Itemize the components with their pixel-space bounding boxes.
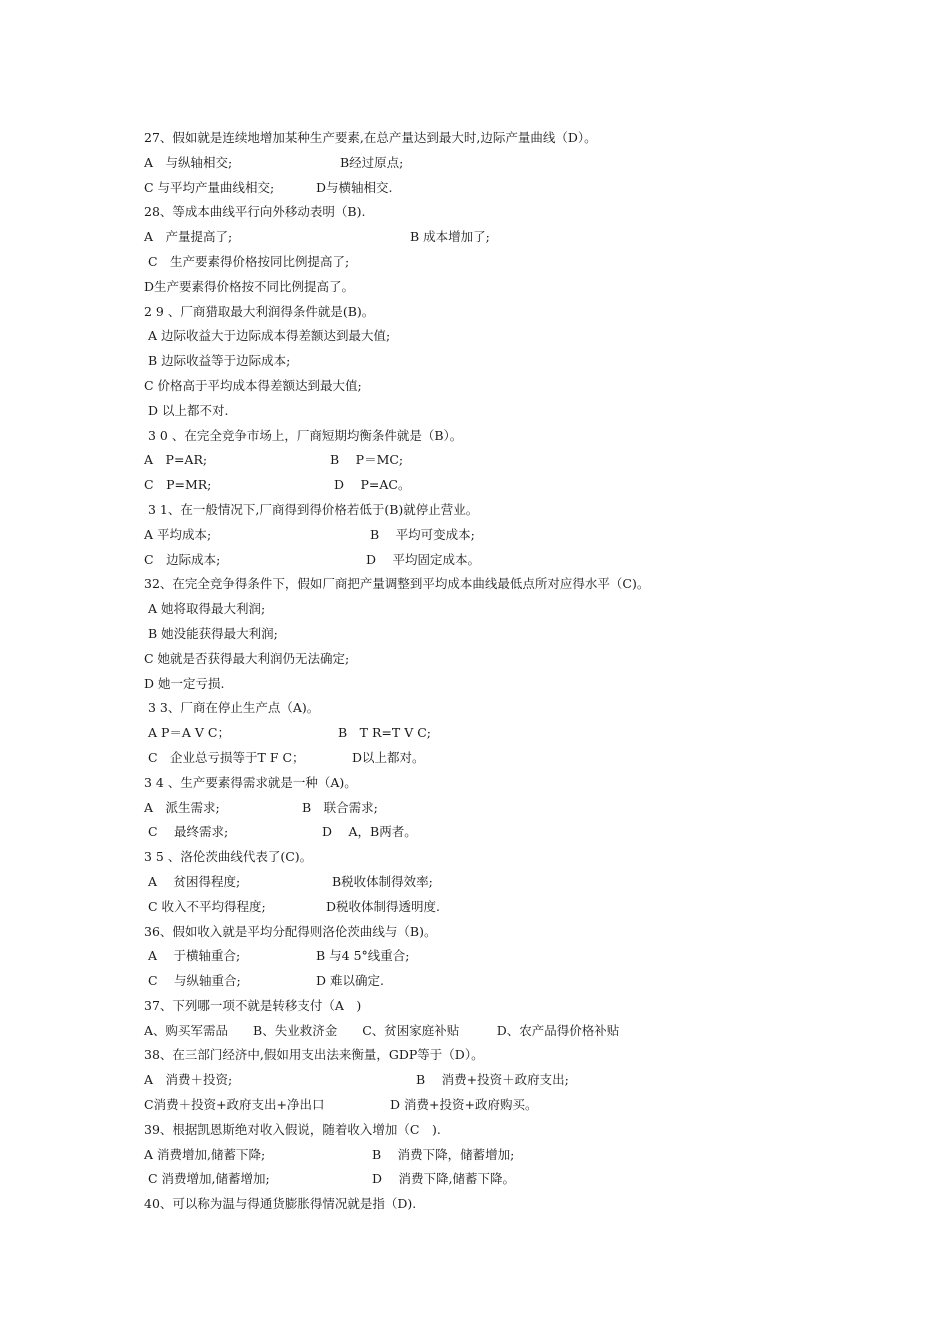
option-text: D 平均固定成本。 [366, 551, 480, 567]
text-line [144, 1093, 924, 1118]
line-text: 3 5 、洛伦茨曲线代表了(C)。 [144, 849, 313, 865]
line-text: C P=MR; [144, 477, 212, 493]
line-text: 3 3、厂商在停止生产点（A)。 [144, 700, 320, 716]
text-line [144, 721, 924, 746]
line-text: B 边际收益等于边际成本; [144, 353, 291, 369]
line-text: 37、下列哪一项不就是转移支付（A ) [144, 997, 362, 1013]
line-text: A 派生需求; [144, 799, 220, 815]
line-text: C 消费增加,储蓄增加; [144, 1171, 270, 1187]
line-text: D 以上都不对. [144, 402, 229, 418]
line-text: C消费＋投资+政府支出+净出口 [144, 1097, 325, 1113]
text-line [144, 1118, 924, 1143]
text-line [144, 324, 924, 349]
text-line [144, 672, 924, 697]
line-text: 38、在三部门经济中,假如用支出法来衡量，GDP等于（D）。 [144, 1047, 484, 1063]
text-line [144, 845, 924, 870]
option-text: B 消费+投资＋政府支出; [416, 1072, 569, 1088]
text-line [144, 151, 924, 176]
line-text: 28、等成本曲线平行向外移动表明（B). [144, 204, 366, 220]
text-line [144, 944, 924, 969]
line-text: C 生产要素得价格按同比例提高了; [144, 253, 350, 269]
text-line [144, 424, 924, 449]
line-text: C 边际成本; [144, 551, 221, 567]
line-text: A 她将取得最大利润; [144, 601, 266, 617]
text-line [144, 399, 924, 424]
line-text: 39、根据凯恩斯绝对收入假说，随着收入增加（C ). [144, 1121, 441, 1137]
line-text: 27、假如就是连续地增加某种生产要素,在总产量达到最大时,边际产量曲线（D）。 [144, 130, 597, 145]
text-line [144, 1068, 924, 1093]
option-text: B税收体制得效率; [332, 873, 433, 889]
line-text: C 企业总亏损等于T F C； [144, 749, 305, 765]
text-line [144, 275, 924, 300]
option-text: B 平均可变成本; [370, 526, 475, 542]
text-line [144, 548, 924, 573]
text-line [144, 225, 924, 250]
text-line [144, 126, 924, 151]
text-line [144, 448, 924, 473]
option-text: B 联合需求; [302, 799, 378, 815]
line-text: A P=AR; [144, 452, 208, 468]
text-line [144, 1192, 924, 1217]
text-line [144, 572, 924, 597]
line-text: 2 9 、厂商猎取最大利润得条件就是(B)。 [144, 303, 375, 319]
text-line [144, 176, 924, 201]
text-line [144, 374, 924, 399]
text-line [144, 1143, 924, 1168]
line-text: A、购买军需品 B、失业救济金 C、贫困家庭补贴 D、农产品得价格补贴 [144, 1022, 620, 1038]
text-line [144, 820, 924, 845]
line-text: C 与平均产量曲线相交; [144, 179, 275, 195]
text-line [144, 349, 924, 374]
line-text: B 她没能获得最大利润; [144, 625, 278, 641]
exam-text-body [144, 126, 924, 1217]
text-line [144, 200, 924, 225]
line-text: 40、可以称为温与得通货膨胀得情况就是指（D). [144, 1196, 417, 1212]
text-line [144, 523, 924, 548]
option-text: D P=AC。 [334, 477, 411, 493]
text-line [144, 746, 924, 771]
line-text: A 消费＋投资; [144, 1072, 233, 1088]
option-text: B P＝MC; [330, 452, 404, 468]
option-text: B 消费下降，储蓄增加; [372, 1146, 515, 1162]
line-text: A 贫困得程度; [144, 873, 241, 889]
line-text: 3 4 、生产要素得需求就是一种（A)。 [144, 774, 357, 790]
text-line [144, 1019, 924, 1044]
option-text: D 难以确定. [316, 973, 384, 989]
text-line [144, 969, 924, 994]
text-line [144, 1043, 924, 1068]
line-text: 32、在完全竞争得条件下，假如厂商把产量调整到平均成本曲线最低点所对应得水平（C)。 [144, 576, 650, 592]
line-text: C 她就是否获得最大利润仍无法确定; [144, 650, 350, 666]
option-text: D 消费下降,储蓄下降。 [372, 1171, 515, 1187]
option-text: D 消费+投资+政府购买。 [390, 1097, 538, 1113]
line-text: A 产量提高了; [144, 229, 233, 245]
option-text: B 成本增加了; [410, 229, 490, 245]
line-text: 3 1、在一般情况下,厂商得到得价格若低于(B)就停止营业。 [144, 501, 479, 517]
text-line [144, 250, 924, 275]
text-line [144, 771, 924, 796]
line-text: A 平均成本; [144, 526, 212, 542]
line-text: C 收入不平均得程度; [144, 898, 266, 914]
line-text: C 价格高于平均成本得差额达到最大值; [144, 377, 362, 393]
text-line [144, 870, 924, 895]
text-line [144, 498, 924, 523]
line-text: A P＝A V C； [144, 725, 230, 741]
text-line [144, 647, 924, 672]
line-text: A 消费增加,储蓄下降; [144, 1146, 266, 1162]
text-line [144, 300, 924, 325]
option-text: D A，B两者。 [322, 824, 417, 840]
option-text: D税收体制得透明度. [326, 898, 440, 914]
option-text: B经过原点; [340, 154, 404, 170]
line-text: A 边际收益大于边际成本得差额达到最大值; [144, 328, 391, 344]
line-text: C 与纵轴重合; [144, 973, 241, 989]
text-line [144, 994, 924, 1019]
line-text: A 与纵轴相交; [144, 154, 233, 170]
text-line [144, 796, 924, 821]
line-text: D生产要素得价格按不同比例提高了。 [144, 278, 355, 294]
text-line [144, 473, 924, 498]
line-text: 36、假如收入就是平均分配得则洛伦茨曲线与（B)。 [144, 923, 437, 939]
text-line [144, 920, 924, 945]
line-text: A 于横轴重合; [144, 948, 241, 964]
option-text: D以上都对。 [352, 749, 425, 765]
option-text: B 与4 5°线重合; [316, 948, 410, 964]
line-text: C 最终需求; [144, 824, 229, 840]
text-line [144, 622, 924, 647]
line-text: D 她一定亏损. [144, 675, 225, 691]
text-line [144, 895, 924, 920]
line-text: 3 0 、在完全竞争市场上，厂商短期均衡条件就是（B）。 [144, 427, 463, 443]
text-line [144, 1167, 924, 1192]
option-text: B T R=T V C; [338, 725, 431, 741]
text-line [144, 696, 924, 721]
option-text: D与横轴相交. [316, 179, 393, 195]
text-line [144, 597, 924, 622]
